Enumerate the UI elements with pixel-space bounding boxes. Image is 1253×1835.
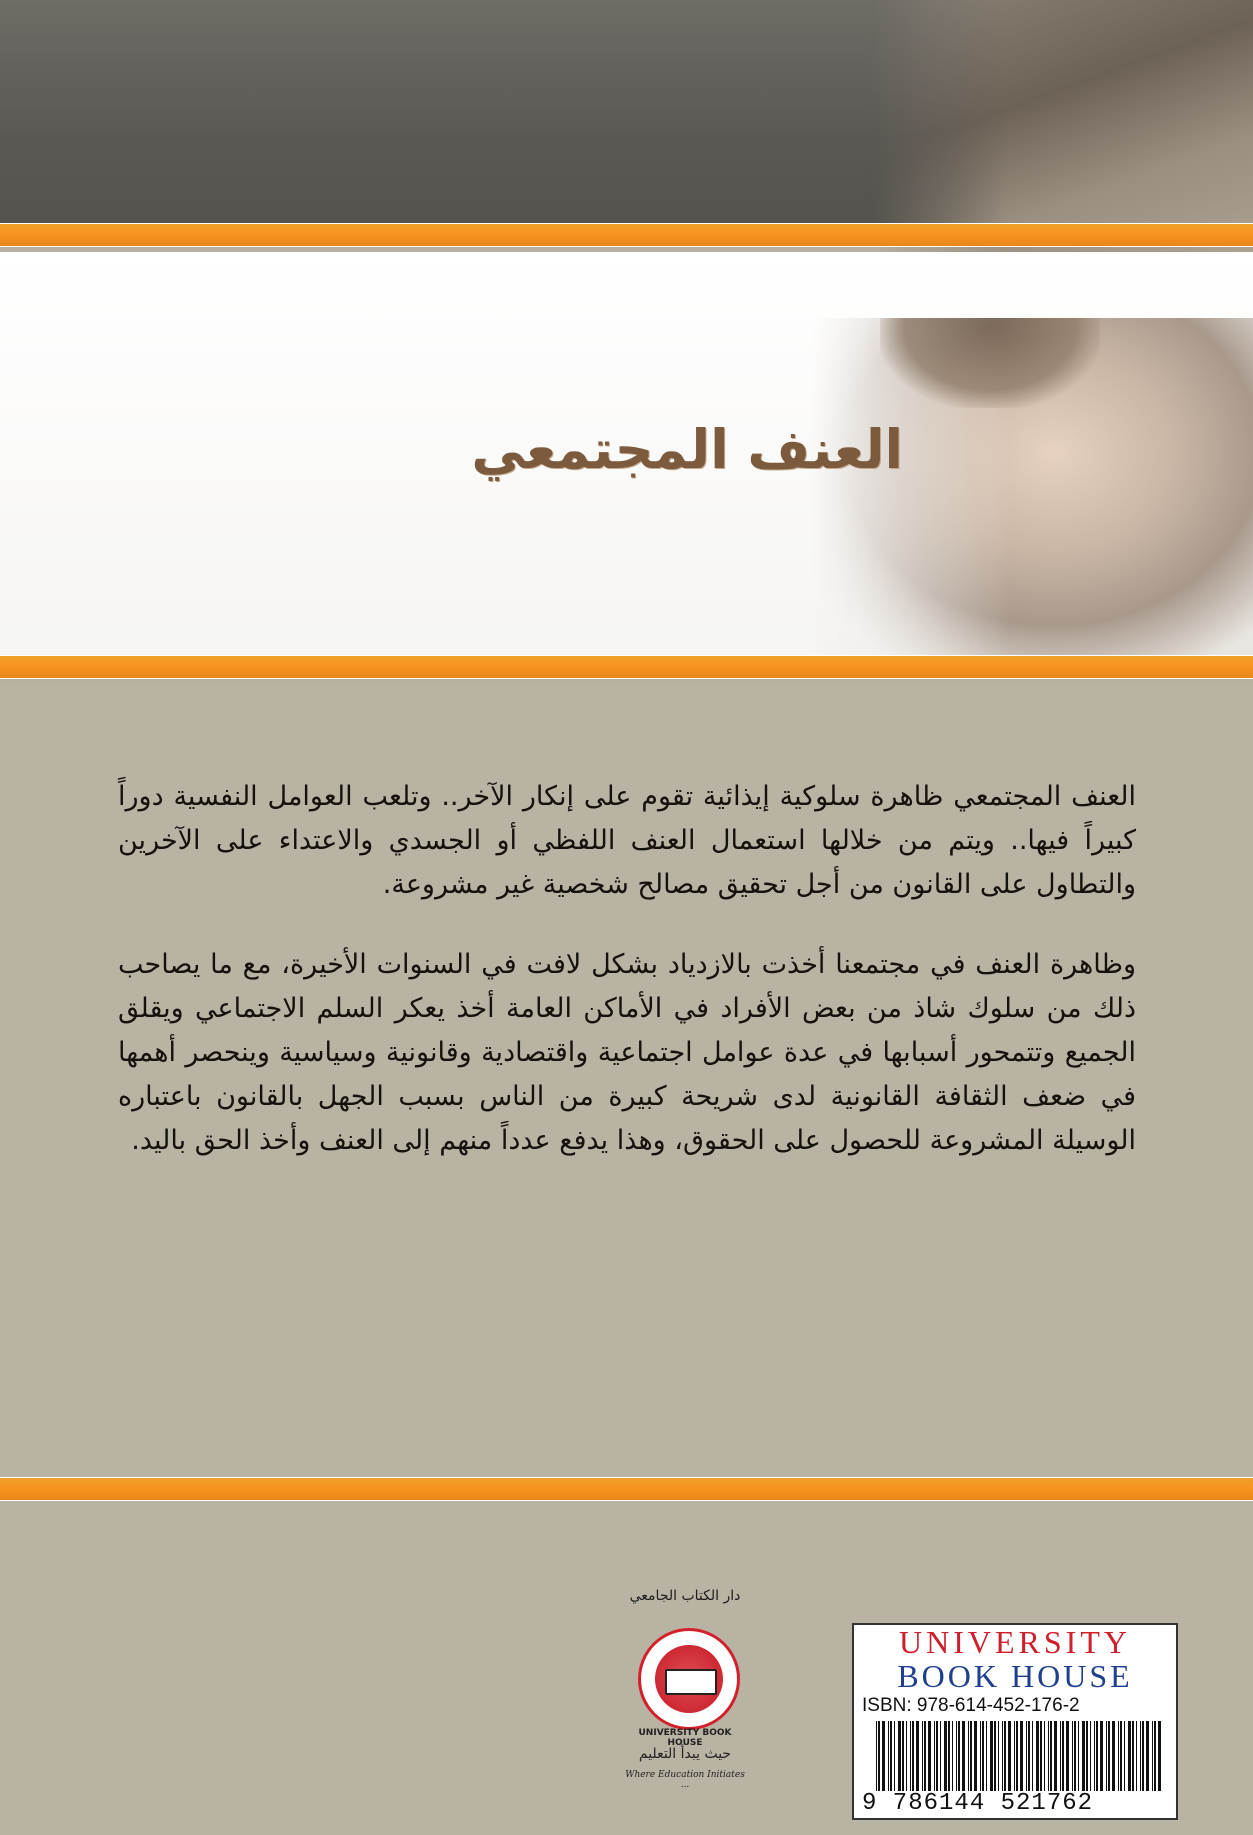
barcode-bar	[910, 1721, 911, 1791]
orange-stripe-top	[0, 224, 1253, 246]
barcode-bar	[878, 1721, 880, 1791]
barcode-bar	[1044, 1721, 1045, 1791]
barcode-bar	[986, 1721, 987, 1791]
barcode-bar	[958, 1721, 960, 1791]
barcode-digits: 9 786144 521762	[862, 1790, 1094, 1817]
barcode-bar	[928, 1721, 931, 1791]
barcode-bar	[968, 1721, 969, 1791]
barcode-bar	[912, 1721, 914, 1791]
barcode-bar	[1094, 1721, 1095, 1791]
barcode-publisher-line2: BOOK HOUSE	[897, 1658, 1133, 1694]
publisher-arabic-name: دار الكتاب الجامعي	[629, 1588, 741, 1604]
isbn-barcode-box	[852, 1623, 1178, 1820]
publisher-tagline-arabic: حيث يبدأ التعليم	[638, 1746, 732, 1762]
barcode-bar	[1066, 1721, 1069, 1791]
publisher-tagline-english: Where Education Initiates ...	[625, 1770, 745, 1790]
barcode-bar	[1078, 1721, 1079, 1791]
barcode-bar	[1118, 1721, 1119, 1791]
barcode-bar	[922, 1721, 923, 1791]
barcode-bars	[874, 1721, 1164, 1791]
barcode-bar	[1158, 1721, 1161, 1791]
barcode-bar	[990, 1721, 993, 1791]
barcode-bar	[1136, 1721, 1137, 1791]
barcode-bar	[890, 1721, 892, 1791]
barcode-bar	[1040, 1721, 1042, 1791]
globe-book-icon	[638, 1628, 740, 1730]
publisher-logo	[620, 1588, 750, 1798]
barcode-bar	[906, 1721, 907, 1791]
barcode-bar	[1016, 1721, 1018, 1791]
barcode-bar	[1020, 1721, 1023, 1791]
barcode-bar	[1128, 1721, 1131, 1791]
book-title: العنف المجتمعي	[471, 418, 903, 481]
barcode-bar	[1048, 1721, 1049, 1791]
barcode-bar	[952, 1721, 953, 1791]
barcode-bar	[1096, 1721, 1098, 1791]
barcode-bar	[894, 1721, 895, 1791]
boy-photo-hair	[880, 318, 1100, 408]
barcode-bar	[1106, 1721, 1107, 1791]
barcode-bar	[1032, 1721, 1033, 1791]
barcode-bar	[1108, 1721, 1110, 1791]
barcode-bar	[1152, 1721, 1153, 1791]
barcode-bar	[882, 1721, 885, 1791]
barcode-bar	[1132, 1721, 1134, 1791]
barcode-bar	[1146, 1721, 1149, 1791]
barcode-bar	[1074, 1721, 1076, 1791]
barcode-bar	[1060, 1721, 1061, 1791]
barcode-bar	[1008, 1721, 1011, 1791]
barcode-bar	[1142, 1721, 1144, 1791]
blurb-text	[118, 775, 1136, 1199]
barcode-bar	[1090, 1721, 1091, 1791]
barcode-bar	[1154, 1721, 1156, 1791]
barcode-bar	[1014, 1721, 1015, 1791]
barcode-bar	[948, 1721, 950, 1791]
barcode-bar	[1124, 1721, 1125, 1791]
barcode-bar	[898, 1721, 901, 1791]
barcode-bar	[924, 1721, 926, 1791]
barcode-bar	[936, 1721, 938, 1791]
barcode-bar	[916, 1721, 919, 1791]
isbn-label: ISBN: 978-614-452-176-2	[862, 1695, 1080, 1716]
barcode-bar	[1054, 1721, 1057, 1791]
orange-stripe-middle	[0, 656, 1253, 678]
barcode-bar	[1026, 1721, 1027, 1791]
barcode-bar	[1004, 1721, 1006, 1791]
barcode-bar	[956, 1721, 957, 1791]
barcode-bar	[982, 1721, 984, 1791]
barcode-bar	[1002, 1721, 1003, 1791]
barcode-bar	[1072, 1721, 1073, 1791]
barcode-bar	[1028, 1721, 1030, 1791]
barcode-bar	[994, 1721, 996, 1791]
barcode-bar	[998, 1721, 999, 1791]
barcode-bar	[1086, 1721, 1088, 1791]
barcode-bar	[1112, 1721, 1115, 1791]
barcode-bar	[962, 1721, 965, 1791]
blurb-paragraph-1: العنف المجتمعي ظاهرة سلوكية إيذائية تقوم على إنكار الآخر.. وتلعب العوامل النفسية دوراً كبيراً فيها.. ويتم من خلالها استعمال العنف اللفظي أو الجسدي والاعتداء على الآخرين والتطاول على القانون من أجل تحقيق مصالح شخصية غير مشروعة.	[118, 781, 1136, 900]
barcode-bar	[980, 1721, 981, 1791]
barcode-bar	[944, 1721, 947, 1791]
barcode-bar	[970, 1721, 972, 1791]
barcode-bar	[902, 1721, 904, 1791]
barcode-bar	[1050, 1721, 1052, 1791]
blurb-paragraph-2: وظاهرة العنف في مجتمعنا أخذت بالازدياد بشكل لافت في السنوات الأخيرة، مع ما يصاحب ذلك من سلوك شاذ من بعض الأفراد في الأماكن العامة أخذ يعكر السلم الاجتماعي ويقلق الجميع وتتمحور أسبابها في عدة عوامل اجتماعية واقتصادية وقانونية وسياسية وينحصر أهمها في ضعف الثقافة القانونية لدى شريحة كبيرة من الناس بسبب الجهل بالقانون باعتباره الوسيلة المشروعة للحصول على الحقوق، وهذا يدفع عدداً منهم إلى العنف وأخذ الحق باليد.	[118, 949, 1136, 1156]
barcode-bar	[1120, 1721, 1122, 1791]
barcode-bar	[876, 1721, 877, 1791]
barcode-bar	[974, 1721, 977, 1791]
orange-stripe-bottom	[0, 1478, 1253, 1500]
barcode-bar	[1082, 1721, 1085, 1791]
barcode-bar	[888, 1721, 889, 1791]
barcode-bar	[934, 1721, 935, 1791]
barcode-bar	[1140, 1721, 1141, 1791]
publisher-english-name: UNIVERSITY BOOK HOUSE	[638, 1728, 732, 1748]
barcode-bar	[940, 1721, 941, 1791]
barcode-bar	[1062, 1721, 1064, 1791]
barcode-bar	[1100, 1721, 1103, 1791]
barcode-publisher-line1: UNIVERSITY	[899, 1624, 1131, 1660]
barcode-bar	[1036, 1721, 1039, 1791]
